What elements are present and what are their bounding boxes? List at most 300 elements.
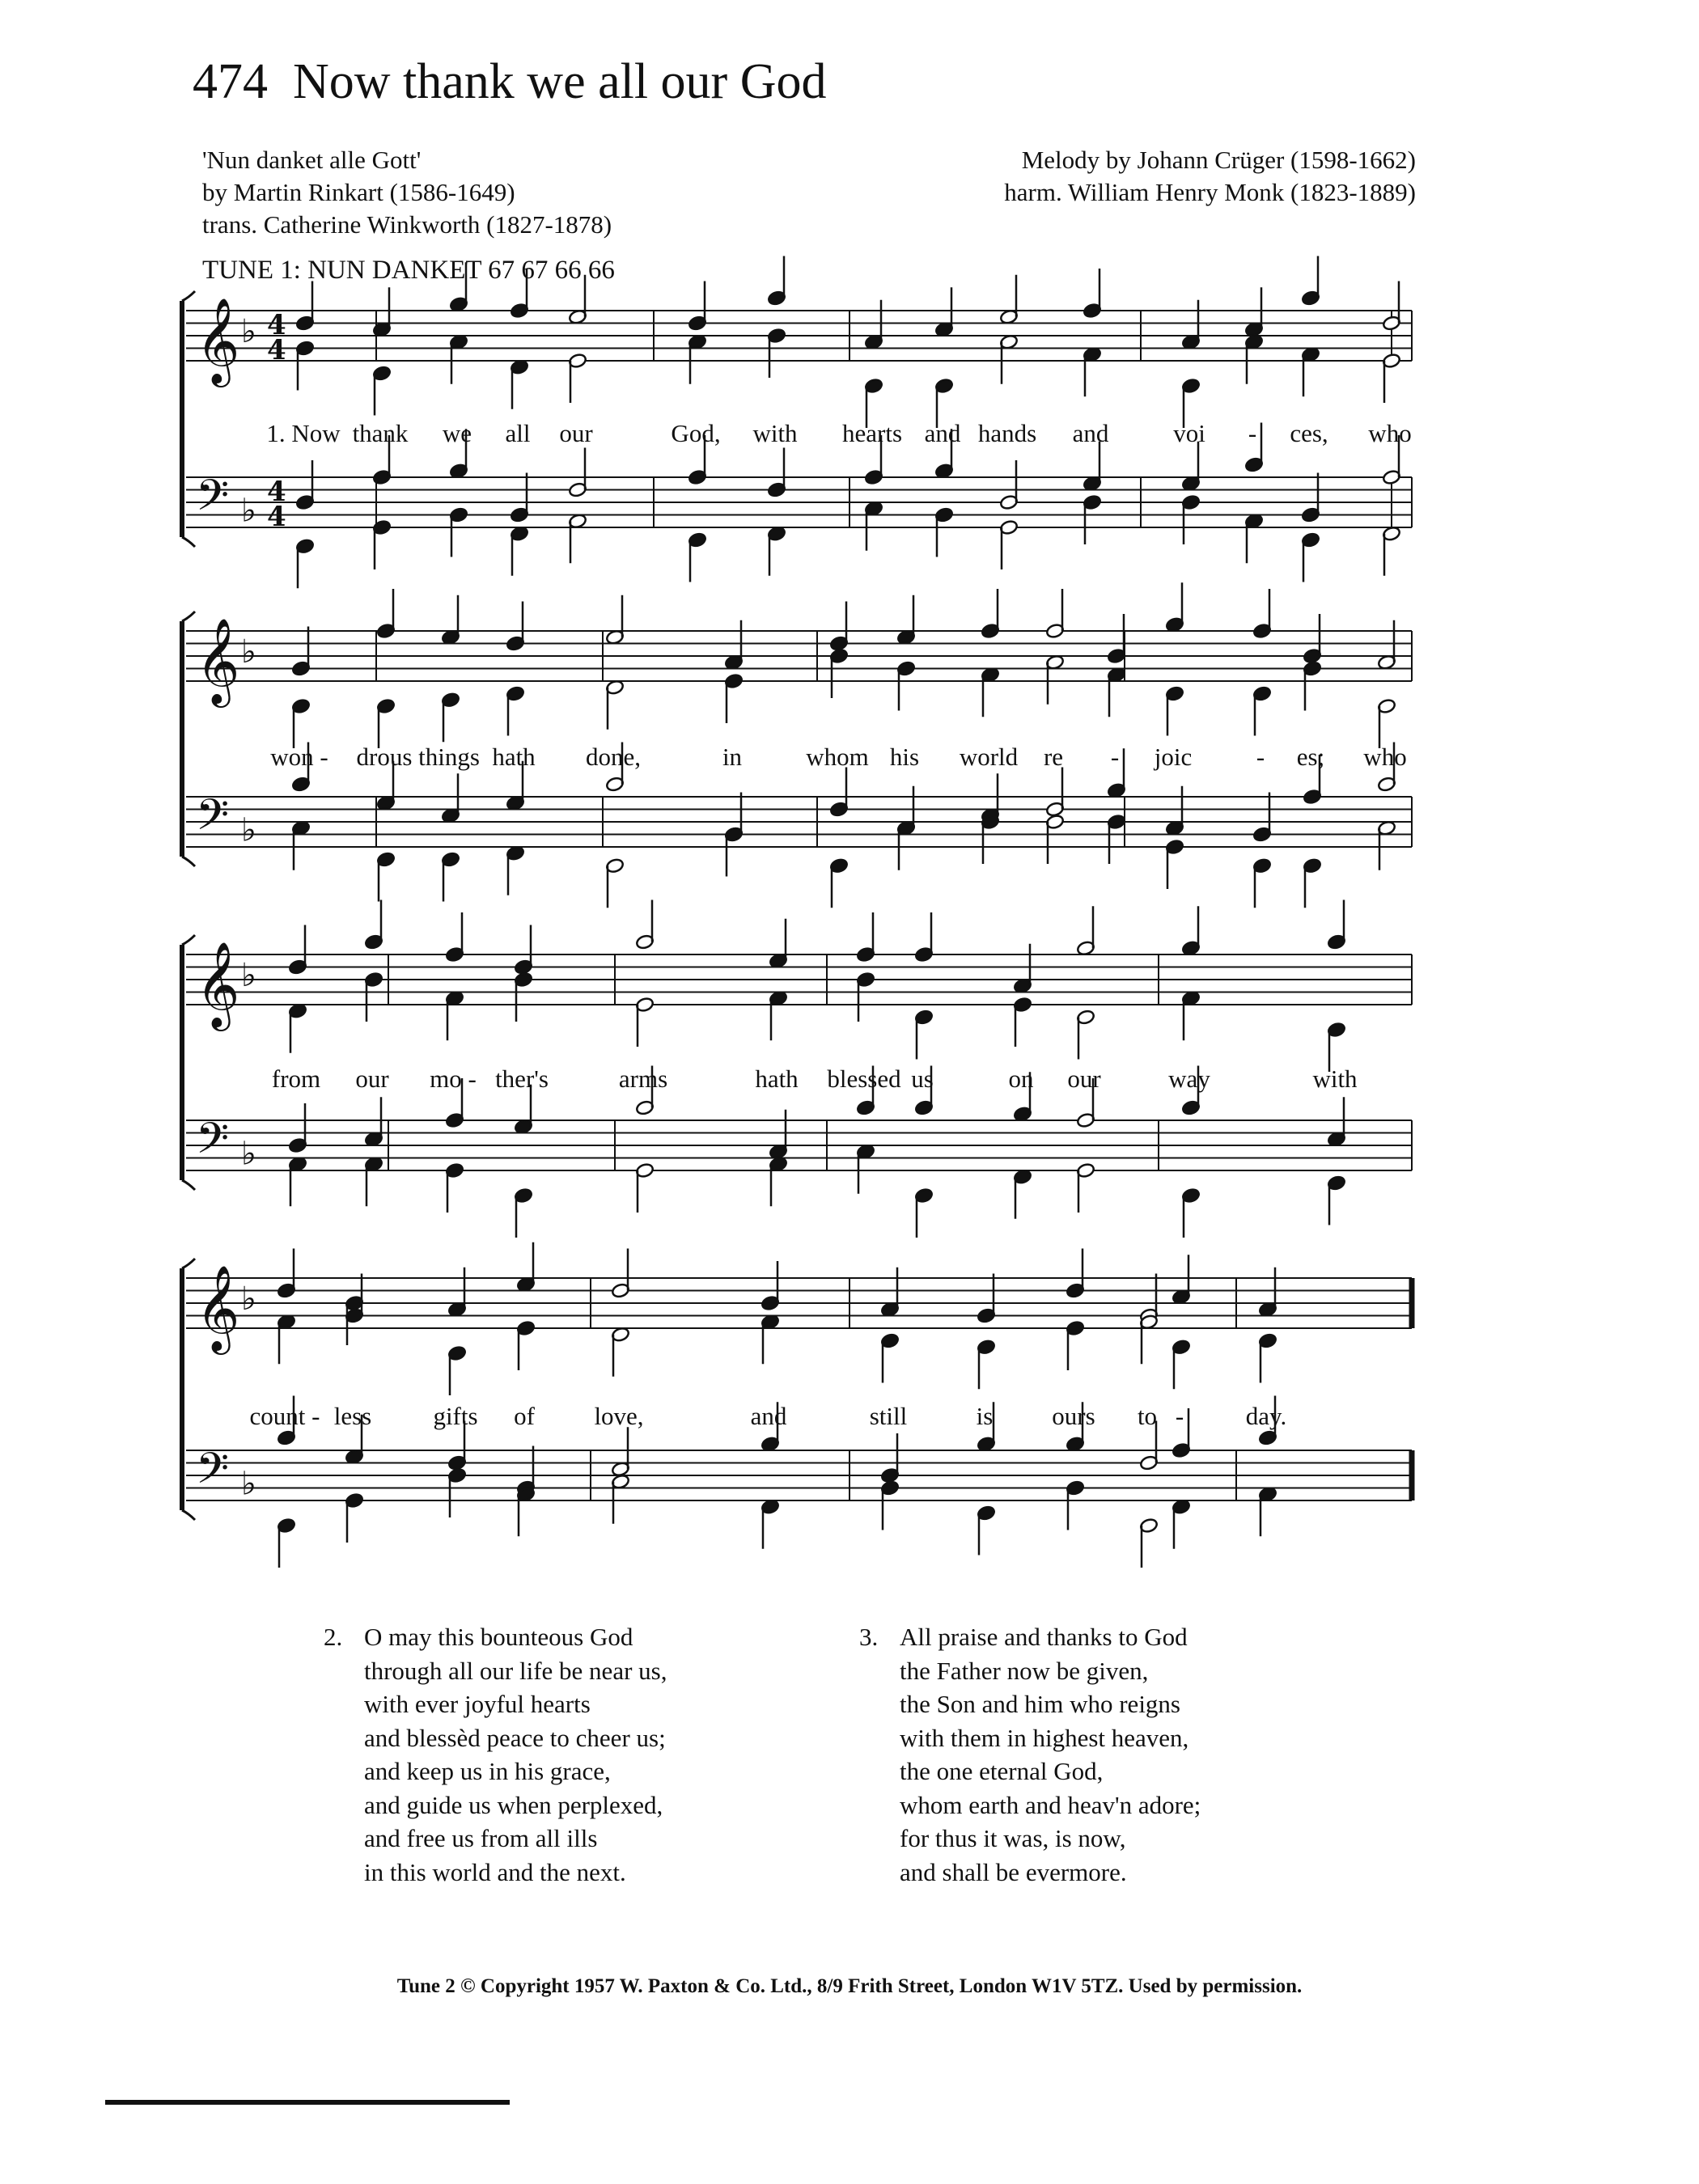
notehead [516,1276,536,1293]
text-credits [202,144,612,241]
notehead [441,852,460,868]
notehead [1013,997,1032,1013]
notehead [506,845,525,861]
notehead [449,334,468,350]
notehead [514,1119,533,1135]
notehead [295,494,315,510]
lyric-syllable: ces, [1290,419,1328,447]
notehead [441,629,460,645]
notehead [981,623,1000,639]
notehead [635,1100,655,1116]
notehead [514,1187,533,1204]
tune-label: TUNE 1: NUN DANKET 67 67 66 66 [202,256,615,285]
lyric-syllable: count - [249,1402,320,1430]
notehead [1076,1162,1095,1179]
notehead [1258,1302,1277,1318]
notehead [372,469,392,485]
notehead [1045,814,1065,830]
notehead [769,1144,788,1160]
notehead [880,1333,900,1349]
lyric-syllable: voi [1173,419,1205,447]
lyric-syllable: done, [585,743,642,771]
notehead [856,971,875,988]
notehead [1139,1314,1159,1330]
notehead [769,1156,788,1172]
notehead [445,1112,464,1128]
notehead [345,1449,364,1465]
lyric-syllable: way [1168,1064,1210,1093]
verse-line: All praise and thanks to God [900,1623,1188,1651]
lyric-syllable: our [559,419,593,447]
notehead [1181,990,1201,1006]
notehead [981,807,1000,823]
notehead [1377,654,1396,671]
treble-staff [186,311,1412,361]
notehead [1382,469,1401,485]
lyric-syllable: and [1072,419,1109,447]
lyric-syllable: with [1312,1064,1358,1093]
notehead [1377,698,1396,714]
notehead [896,629,916,645]
notehead [769,990,788,1006]
notehead [688,334,707,350]
notehead [1382,526,1401,542]
notehead [1252,686,1272,702]
notehead [934,507,954,523]
notehead [295,538,315,554]
notehead [1181,1100,1201,1116]
lyric-syllable: day. [1245,1402,1287,1430]
notehead [277,1283,296,1299]
melody-credit: Melody by Johann Crüger (1598-1662) [1021,146,1416,174]
lyric-syllable: our [1067,1064,1101,1093]
flat-sign: ♭ [241,1135,256,1173]
notehead [516,1480,536,1496]
notehead [769,953,788,969]
notehead [1382,315,1401,332]
notehead [977,1505,996,1522]
lyric-syllable: on [1008,1064,1034,1093]
notehead [1181,476,1201,492]
time-signature: 4 [267,309,286,341]
notehead [767,482,786,498]
notehead [1258,1486,1277,1502]
lyric-syllable: and [750,1402,787,1430]
lyric-syllable: God, [671,419,721,447]
harmony-credit: harm. William Henry Monk (1823-1889) [1004,178,1416,206]
notehead [914,1100,934,1116]
verse-line: whom earth and heav'n adore; [900,1790,1201,1819]
notehead [635,934,655,950]
hymn-title: Now thank we all our God [293,54,827,109]
notehead [1327,934,1346,950]
notehead [1066,1320,1085,1336]
bass-clef: 𝄢 [196,471,230,531]
lyric-syllable: to [1137,1402,1158,1430]
notehead [568,353,587,369]
notehead [288,959,307,976]
notehead [1165,616,1184,633]
treble-staff [186,954,1412,1005]
notehead [506,636,525,652]
notehead [1066,1480,1085,1496]
notehead [999,494,1019,510]
notehead [510,507,529,523]
lyric-syllable: who [1368,419,1412,447]
flat-sign: ♭ [241,1280,256,1318]
notehead [605,629,625,645]
notehead [1244,334,1264,350]
notehead [1301,532,1320,548]
notehead [1066,1283,1085,1299]
lyric-syllable: we [442,419,472,447]
notehead [1377,820,1396,836]
notehead [724,673,744,689]
notehead [1172,1442,1191,1458]
notehead [295,341,315,357]
notehead [1172,1499,1191,1515]
notehead [1172,1289,1191,1305]
lyric-syllable: ours [1052,1402,1095,1430]
music-credits [1004,144,1416,209]
notehead [1083,476,1102,492]
notehead [376,623,396,639]
notehead [447,1455,467,1471]
notehead [510,359,529,375]
notehead [510,303,529,319]
notehead [611,1461,630,1477]
notehead [506,795,525,811]
notehead [516,1320,536,1336]
lyric-syllable: - [1248,419,1257,447]
lyric-syllable: all [505,419,531,447]
notehead [372,366,392,382]
lyric-syllable: joic [1154,743,1193,771]
bracket-hook [182,935,195,1190]
notehead [345,1295,364,1311]
lyric-syllable: our [355,1064,389,1093]
notehead [864,334,883,350]
notehead [605,857,625,874]
notehead [1107,667,1126,683]
verse-3 [859,1620,1201,1889]
notehead [291,698,311,714]
notehead [288,1137,307,1153]
notehead [880,1302,900,1318]
lyric-syllable: - [1110,743,1120,771]
flat-sign: ♭ [241,492,256,530]
lyric-syllable: - [1256,743,1265,771]
flat-sign: ♭ [241,811,256,849]
notehead [364,1156,383,1172]
notehead [896,820,916,836]
lyric-syllable: blessed [827,1064,901,1093]
verse-line: for thus it was, is now, [900,1824,1126,1852]
notehead [829,636,849,652]
notehead [981,814,1000,830]
lyric-syllable: hearts [841,419,903,447]
notehead [934,321,954,337]
notehead [1107,814,1126,830]
notehead [291,820,311,836]
verse-number: 2. [324,1623,343,1651]
lyric-syllable: and [924,419,961,447]
verse-line: through all our life be near us, [364,1656,667,1685]
lyric-syllable: thank [352,419,409,447]
notehead [1303,789,1322,805]
verse-number: 3. [859,1623,879,1651]
verse-line: and keep us in his grace, [364,1757,611,1785]
lyric-syllable: world [959,743,1019,771]
notehead [1076,940,1095,956]
notehead [1181,1187,1201,1204]
notehead [376,698,396,714]
lyric-syllable: hath [492,743,536,771]
notehead [288,1156,307,1172]
notehead [688,315,707,332]
verse-line: the Son and him who reigns [900,1690,1180,1718]
time-signature: 4 [267,334,286,366]
notehead [724,827,744,843]
lyric-syllable: with [752,419,798,447]
notehead [1013,1169,1032,1185]
notehead [1252,827,1272,843]
notehead [829,648,849,664]
notehead [514,959,533,976]
treble-clef: 𝄞 [196,1264,240,1351]
lyric-syllable: hands [977,419,1037,447]
notehead [516,1486,536,1502]
notehead [605,777,625,793]
notehead [1139,1517,1159,1534]
notehead [1301,346,1320,362]
notehead [447,1302,467,1318]
notehead [1377,777,1396,793]
notehead [1382,353,1401,369]
verse-line: with them in highest heaven, [900,1723,1189,1752]
notehead [761,1499,780,1515]
verse-line: and shall be evermore. [900,1857,1127,1886]
notehead [856,1144,875,1160]
notehead [880,1467,900,1484]
notehead [1045,802,1065,818]
notehead [934,378,954,394]
bass-clef: 𝄢 [196,790,230,851]
lyric-syllable: from [271,1064,321,1093]
lyric-syllable: less [333,1402,372,1430]
lyric-syllable: things [418,743,480,771]
notehead [829,802,849,818]
verse-line: in this world and the next. [364,1857,626,1886]
notehead [1139,1455,1159,1471]
notehead [514,971,533,988]
notehead [510,526,529,542]
notehead [977,1436,996,1452]
hymn-number: 474 [193,54,268,109]
notehead [277,1430,296,1446]
lyric-syllable: in [722,743,743,771]
notehead [856,1100,875,1116]
lyric-syllable: who [1363,743,1407,771]
notehead [1139,1308,1159,1324]
bass-clef: 𝄢 [196,1114,230,1175]
notehead [999,309,1019,325]
notehead [1045,623,1065,639]
notehead [1303,857,1322,874]
notehead [605,679,625,696]
notehead [999,519,1019,535]
footer-rule [105,2100,510,2105]
flat-sign: ♭ [241,633,256,671]
bass-staff [186,1450,1412,1500]
time-signature: 4 [267,501,286,533]
notehead [880,1480,900,1496]
notehead [291,661,311,677]
notehead [1327,1131,1346,1147]
notehead [277,1314,296,1330]
bass-staff [186,477,1412,527]
verse-line: with ever joyful hearts [364,1690,591,1718]
notehead [761,1436,780,1452]
lyric-syllable: won - [270,743,328,771]
notehead [1181,940,1201,956]
notehead [999,334,1019,350]
verse-2 [324,1620,667,1889]
copyright-notice: Tune 2 © Copyright 1957 W. Paxton & Co. Ltd., 8/9 Frith Street, London W1V 5TZ. Used by permission. [396,1975,1303,1997]
lyric-syllable: mo - [430,1064,477,1093]
lyric-syllable: es; [1296,743,1325,771]
treble-staff [186,1278,1412,1328]
treble-clef: 𝄞 [196,941,240,1027]
flat-sign: ♭ [241,313,256,350]
notehead [449,296,468,312]
flat-sign: ♭ [241,1465,256,1503]
notehead [1107,648,1126,664]
bass-clef: 𝄢 [196,1444,230,1505]
verse-line: O may this bounteous God [364,1623,633,1651]
verse-line: and guide us when perplexed, [364,1790,663,1819]
lyric-syllable: love, [594,1402,644,1430]
notehead [1045,654,1065,671]
notehead [445,1162,464,1179]
notehead [1083,494,1102,510]
notehead [896,661,916,677]
notehead [1165,686,1184,702]
lyric-syllable: drous [356,743,413,771]
notehead [1181,494,1201,510]
notehead [277,1517,296,1534]
notehead [1244,321,1264,337]
notehead [1258,1430,1277,1446]
notehead [1076,1112,1095,1128]
notehead [767,328,786,344]
lyric-syllable: still [869,1402,908,1430]
notehead [864,469,883,485]
notehead [1303,648,1322,664]
notehead [829,857,849,874]
notehead [295,315,315,332]
notehead [568,309,587,325]
notehead [914,1187,934,1204]
treble-clef: 𝄞 [196,297,240,383]
lyric-syllable: ther's [495,1064,549,1093]
notehead [1252,857,1272,874]
notehead [767,526,786,542]
bass-staff [186,797,1412,847]
notehead [1165,820,1184,836]
notehead [441,807,460,823]
notehead [896,820,916,836]
notehead [449,507,468,523]
notehead [568,482,587,498]
notehead [1165,839,1184,855]
notehead [981,667,1000,683]
notehead [977,1339,996,1355]
notehead [1244,457,1264,473]
lyric-syllable: re [1043,743,1064,771]
notehead [1301,290,1320,307]
notehead [372,519,392,535]
notehead [724,654,744,671]
notehead [445,990,464,1006]
notehead [1013,978,1032,994]
lyric-syllable: - [1175,1402,1184,1430]
flat-sign: ♭ [241,957,256,994]
notehead [288,1003,307,1019]
notehead [291,777,311,793]
notehead [1076,1009,1095,1026]
lyric-syllable: his [889,743,920,771]
bracket-hook [182,291,195,547]
notehead [364,934,383,950]
notehead [864,501,883,517]
notehead [761,1295,780,1311]
bracket-hook [182,1259,195,1520]
notehead [761,1314,780,1330]
notehead [688,469,707,485]
notehead [611,1327,630,1343]
translator-credit: trans. Catherine Winkworth (1827-1878) [202,210,612,239]
verse-line: the Father now be given, [900,1656,1149,1685]
lyric-syllable: is [976,1402,994,1430]
lyric-syllable: us [911,1064,934,1093]
notehead [1327,1175,1346,1191]
notehead [1303,661,1322,677]
lyric-syllable: arms [618,1064,668,1093]
notehead [1181,334,1201,350]
notehead [611,1474,630,1490]
notehead [506,686,525,702]
notehead [372,321,392,337]
notehead [1301,507,1320,523]
notehead [1181,378,1201,394]
notehead [856,946,875,963]
notehead [441,692,460,708]
lyric-syllable: whom [806,743,869,771]
notehead [635,997,655,1013]
treble-clef: 𝄞 [196,617,240,704]
original-title: 'Nun danket alle Gott' [202,146,422,174]
notehead [1066,1436,1085,1452]
lyric-syllable: gifts [433,1402,478,1430]
notehead [934,463,954,479]
notehead [568,513,587,529]
notehead [345,1308,364,1324]
lyric-syllable: 1. Now [266,419,341,447]
notehead [914,1009,934,1026]
notehead [449,463,468,479]
lyric-syllable: hath [755,1064,799,1093]
